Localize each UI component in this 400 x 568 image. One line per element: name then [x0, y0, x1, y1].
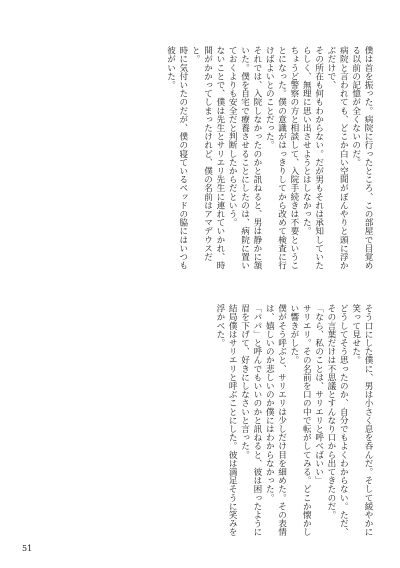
text-column-top [16, 46, 374, 274]
paragraph: それでは、入院しなかったのかと訊ねると、男は静かに頷いた。僕を自宅で療養させることにしたのは、病院に置いておくよりも安全だと判断したからだという。 [227, 46, 262, 270]
text-column-bottom [16, 304, 374, 537]
page-number: 51 [22, 544, 33, 553]
paragraph: その所在も何もわからない。だが男もそれは承知していたらしく、無理に思い出させようとはしなかった。 [301, 46, 324, 270]
paragraph: 僕がそう呼ぶと、サリエリは少しだけ目を細めた。その表情は、嬉しいのか悲しいのか僕にはわからなかった。 [264, 304, 287, 537]
paragraph: 「パパ」と呼んでもいいのかと訊ねると、彼は困ったように眉を下げて、好きにしなさいと言った。 [239, 304, 262, 537]
paragraph: ないことで、僕は先生とサリエリ先生に連れていかれ、時間がかかってしまったけれど、僕の名前はアマデウスだと。 [190, 46, 225, 270]
paragraph: 時に気付いたのだが、僕の寝ているベッドの脇にはいつも彼がいた。 [165, 46, 188, 270]
paragraph: 結局僕はサリエリと呼ぶことにした。彼は満足そうに笑みを浮かべた。 [214, 304, 238, 537]
paragraph: ちょうど警察の方と相談して、入院手続きは不要ということになった。僕の意識がはっきりしてから改めて検査に行けばよいとのことだった。 [264, 46, 299, 270]
paragraph: 僕は首を振った。病院に行ったところ、この部屋で目覚める以前の記憶が全くないのだ。 [350, 46, 373, 270]
paragraph: 「なら、私のことは、サリエリと呼べばいい」 [313, 304, 324, 485]
paragraph: 病院と言われても、どこか白い空間がぼんやりと頭に浮かぶだけで、 [325, 46, 349, 270]
paragraph: どうしてそう思ったのか、自分でもよくわからない。ただ、その言葉だけは不思議とすんなり口から出てきたのだ。 [325, 304, 349, 537]
paragraph: そう口にした僕に、男は小さく息を呑んだ。そして緩やかに笑って見せた。 [350, 304, 373, 537]
paragraph: サリエリ。その名前を口の中で転がしてみる。どこか懐かしい響きがした。 [288, 304, 312, 537]
